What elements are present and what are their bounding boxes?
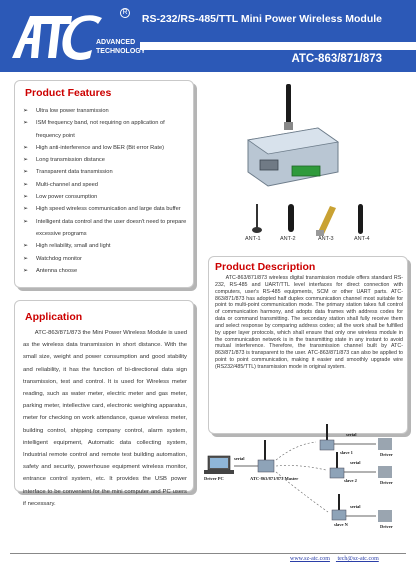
- driver-n-icon: [378, 510, 392, 522]
- model-number: ATC-863/871/873: [291, 53, 382, 65]
- network-diagram-graphic: [200, 420, 416, 550]
- email-link[interactable]: tech@sz-atc.com: [337, 556, 379, 562]
- driver-pc-label: Driver PC: [204, 476, 224, 481]
- slave-2-label: slave 2: [344, 478, 357, 483]
- application-panel: [14, 300, 194, 507]
- slave-n-icon: [332, 494, 346, 520]
- feature-item: ➢ Intelligent data control and the user doesn't need to prepare excessive programs: [23, 216, 191, 241]
- registered-mark: R: [120, 8, 130, 18]
- features-title: Product Features: [25, 87, 112, 99]
- application-text: ATC-863/871/873 the Mini Power Wireless Module is used as the wireless data transmission in short distance. With the small size, weight and power consumption and good stability and reliability, it has the function of bi-directional data sign transmission, test and control. It is used for Wireless meter reading, such as water meter, electric meter and gas meter, parking meter, intellective card, electronic weighing apparatus, meter for checking on work attendance, queue wireless meter, building control, shipping company control, alarm system, intelligent equipment, Automatic data collecting system, Industrial remote control and remote test building automation, safety and security, powerhouse equipment wireless monitor, entrance control system, etc. It provides the USB power interface to be convenient for the mini computer and PC users if necessary.: [23, 330, 187, 507]
- logo-sub-advanced: ADVANCED: [96, 39, 136, 46]
- header: [0, 0, 416, 72]
- driver-label: Driver: [380, 524, 393, 529]
- antenna-label: ANT-3: [318, 236, 334, 242]
- feature-item: ➢ ISM frequency band, not requiring on application of frequency point: [23, 117, 191, 142]
- feature-item: ➢ High anti-interference and low BER (Bit error Rate): [23, 142, 191, 154]
- description-text: ATC-863/871/873 wireless digital transmission module offers standard RS-232, RS-485 and UART/TTL level interfaces for direct connection with computers, user's RS-485 equipments, SCM or other UART parts. ATC-863/871/873 has adopted half duplex communication channel most suitable for point to multi-point communication mode. The primary station takes full control of communication harmony, and adopts data frames with address codes for data or command transmitting. The secondary station shall fully receive them and select response by comparing address codes; all the work shall be fulfilled by upper layer protocols, which shall ensure that only one wireless module in the communication network is in the transmitting state in any instant to avoid mutual interference. Therefore, the transmission channel built by ATC-863/871/873 is transparent to the user. ATC-863/871/873 can also be applied to point to point communication, making it easier and smoothly upgrade wire (RS232/485/TTL) transmission mode in original system.: [215, 275, 403, 370]
- feature-item: ➢ High reliability, small and light: [23, 240, 191, 252]
- pc-icon: [204, 456, 234, 474]
- features-panel: [14, 80, 194, 288]
- feature-item: ➢ Multi-channel and speed: [23, 179, 191, 191]
- logo-sub-technology: TECHNOLOGY: [96, 48, 146, 55]
- header-divider-stripe: [140, 42, 416, 50]
- atc-logo: [8, 8, 146, 64]
- antenna-4-icon: [358, 204, 363, 234]
- slave-1-icon: [320, 424, 334, 450]
- slave-n-label: slave N: [334, 522, 348, 527]
- network-diagram: [200, 420, 416, 550]
- description-panel: [208, 256, 408, 434]
- antenna-label: ANT-1: [245, 236, 261, 242]
- website-link[interactable]: www.sz-atc.com: [290, 556, 330, 562]
- description-title: Product Description: [215, 261, 316, 273]
- module-antenna: [286, 84, 291, 124]
- application-title: Application: [25, 311, 83, 323]
- driver-label: Driver: [380, 452, 393, 457]
- feature-item: ➢ High speed wireless communication and large data buffer: [23, 203, 191, 215]
- feature-item: ➢ Watchdog monitor: [23, 253, 191, 265]
- master-label: ATC-863/871/873 Master: [250, 476, 299, 481]
- footer: [290, 556, 385, 562]
- serial-label: serial: [350, 504, 361, 509]
- features-list: [23, 105, 191, 277]
- slave-2-icon: [330, 452, 344, 478]
- feature-item: ➢ Antenna choose: [23, 265, 191, 277]
- antenna-1-icon: [252, 204, 262, 233]
- feature-item: ➢ Low power consumption: [23, 191, 191, 203]
- driver-label: Driver: [380, 480, 393, 485]
- serial-label: serial: [234, 456, 245, 461]
- antenna-3-icon: [316, 206, 336, 236]
- feature-item: ➢ Long transmission distance: [23, 154, 191, 166]
- module-photo: [208, 80, 408, 254]
- terminal-block: [292, 166, 320, 176]
- serial-label: serial: [350, 460, 361, 465]
- feature-item: ➢ Ultra low power transmission: [23, 105, 191, 117]
- page-title: RS-232/RS-485/TTL Mini Power Wireless Module: [141, 13, 382, 25]
- driver-2-icon: [378, 466, 392, 478]
- master-module-icon: [258, 440, 274, 472]
- feature-item: ➢ Transparent data transmission: [23, 166, 191, 178]
- antenna-label: ANT-2: [280, 236, 296, 242]
- footer-divider: [10, 553, 406, 554]
- product-photo-area: [208, 80, 408, 254]
- antenna-label: ANT-4: [354, 236, 370, 242]
- slave-1-label: slave 1: [340, 450, 353, 455]
- antenna-2-icon: [288, 204, 294, 232]
- driver-1-icon: [378, 438, 392, 450]
- serial-label: serial: [346, 432, 357, 437]
